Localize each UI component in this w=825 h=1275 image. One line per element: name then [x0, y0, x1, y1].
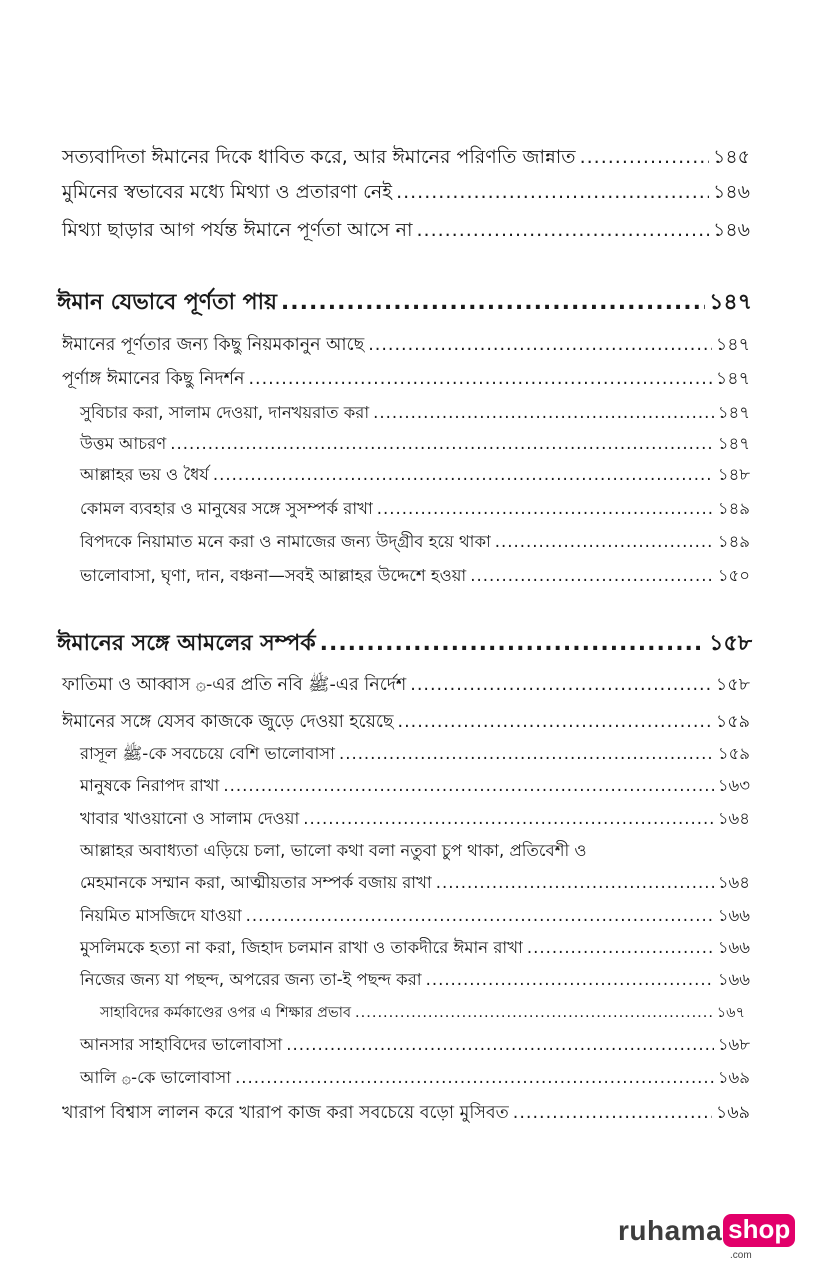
toc-dot-leader [281, 290, 705, 315]
toc-entry [100, 1002, 745, 1026]
toc-entry-title: আলি ۞-কে ভালোবাসা [80, 1068, 232, 1087]
toc-section-heading [57, 626, 752, 663]
toc-entry-page: ১৪৯ [717, 532, 750, 551]
toc-entry-title: মুমিনের স্বভাবের মধ্যে মিথ্যা ও প্রতারণা নেই [62, 181, 393, 203]
toc-entry [80, 870, 750, 897]
toc-entry-title: ঈমানের সঙ্গে আমলের সম্পর্ক [57, 631, 316, 656]
toc-section-heading [57, 285, 752, 322]
toc-entry-title: মুসলিমকে হত্যা না করা, জিহাদ চলমান রাখা ও তাকদীরে ঈমান রাখা [80, 938, 523, 957]
toc-entry [80, 1065, 750, 1092]
toc-entry-continued-line [80, 838, 750, 865]
toc-entry [80, 903, 750, 930]
toc-dot-leader [373, 403, 714, 422]
toc-entry [62, 178, 750, 210]
toc-entry [80, 563, 750, 590]
logo-text-shop: shop [723, 1214, 795, 1247]
toc-dot-leader [513, 1103, 712, 1123]
toc-entry-title: আল্লাহর অবাধ্যতা এড়িয়ে চলা, ভালো কথা বলা নতুবা চুপ থাকা, প্রতিবেশী ও [80, 841, 587, 860]
toc-entry [80, 773, 750, 800]
toc-entry-page: ১৫৯ [717, 744, 750, 763]
toc-dot-leader [286, 1035, 714, 1054]
toc-dot-leader [355, 1005, 713, 1021]
toc-entry-page: ১৫০ [717, 566, 750, 585]
toc-dot-leader [495, 532, 714, 551]
toc-entry-title: ফাতিমা ও আব্বাস ۞-এর প্রতি নবি ﷺ-এর নির্দেশ [62, 675, 407, 695]
toc-entry [80, 496, 750, 523]
toc-entry-title: সুবিচার করা, সালাম দেওয়া, দানখয়রাত করা [80, 403, 370, 422]
toc-entry-title: ঈমান যেভাবে পূর্ণতা পায় [57, 290, 277, 315]
toc-dot-leader [303, 809, 714, 828]
toc-entry-title: বিপদকে নিয়ামাত মনে করা ও নামাজের জন্য উদ্‌গ্রীব হয়ে থাকা [80, 532, 491, 551]
toc-entry [80, 935, 750, 962]
toc-entry-title: খারাপ বিশ্বাস লালন করে খারাপ কাজ করা সবচেয়ে বড়ো মুসিবত [62, 1103, 509, 1123]
toc-entry-page: ১৬৬ [717, 970, 750, 989]
toc-entry [62, 332, 750, 361]
toc-entry-page: ১৪৬ [712, 219, 750, 241]
toc-entry-title: সাহাবিদের কর্মকাণ্ডের ওপর এ শিক্ষার প্রভাব [100, 1005, 352, 1021]
toc-entry [62, 1100, 750, 1129]
toc-entry [62, 143, 750, 175]
logo-text-com: .com [730, 1250, 752, 1261]
toc-dot-leader [436, 873, 714, 892]
logo-text-ruhama: ruhama [618, 1214, 723, 1246]
toc-entry-page: ১৪৭ [717, 434, 750, 453]
toc-entry [62, 672, 750, 701]
toc-dot-leader [170, 434, 714, 453]
toc-dot-leader [223, 776, 713, 795]
toc-entry-title: খাবার খাওয়ানো ও সালাম দেওয়া [80, 809, 300, 828]
toc-dot-leader [396, 181, 709, 203]
toc-entry-page: ১৪৭ [715, 369, 750, 389]
toc-entry-page: ১৫৮ [715, 675, 750, 695]
toc-entry-page: ১৬৬ [717, 906, 750, 925]
toc-dot-leader [398, 712, 712, 732]
toc-entry-title: ভালোবাসা, ঘৃণা, দান, বঞ্চনা—সবই আল্লাহর উদ্দেশে হওয়া [80, 566, 467, 585]
toc-entry [80, 806, 750, 833]
toc-entry [62, 366, 750, 395]
toc-entry [80, 431, 750, 458]
toc-entry-page: ১৪৭ [717, 403, 750, 422]
toc-entry [80, 741, 750, 768]
toc-entry-title: ঈমানের পূর্ণতার জন্য কিছু নিয়মকানুন আছে [62, 335, 365, 355]
toc-entry [62, 216, 750, 248]
toc-entry-title: নিয়মিত মাসজিদে যাওয়া [80, 906, 242, 925]
toc-entry-page: ১৪৯ [717, 499, 750, 518]
toc-dot-leader [246, 906, 714, 925]
toc-entry-page: ১৬৪ [717, 809, 750, 828]
toc-entry-title: মেহমানকে সম্মান করা, আত্মীয়তার সম্পর্ক বজায় রাখা [80, 873, 432, 892]
toc-dot-leader [470, 566, 714, 585]
toc-entry-page: ১৪৫ [713, 146, 750, 168]
toc-entry-page: ১৬৬ [717, 938, 750, 957]
toc-entry [80, 1032, 750, 1059]
toc-dot-leader [416, 219, 709, 241]
toc-entry-page: ১৪৭ [715, 335, 750, 355]
toc-entry-page: ১৬৯ [717, 1068, 750, 1087]
toc-entry-page: ১৪৭ [709, 290, 752, 315]
toc-dot-leader [426, 970, 714, 989]
toc-entry-title: সত্যবাদিতা ঈমানের দিকে ধাবিত করে, আর ঈমানের পরিণতি জান্নাত [62, 146, 576, 168]
toc-entry [80, 400, 750, 427]
toc-entry-title: আল্লাহর ভয় ও ধৈর্য [80, 465, 209, 484]
toc-dot-leader [410, 675, 712, 695]
toc-dot-leader [339, 744, 714, 763]
toc-dot-leader [235, 1068, 714, 1087]
toc-entry [80, 462, 750, 489]
toc-entry-title: কোমল ব্যবহার ও মানুষের সঙ্গে সুসম্পর্ক রাখা [80, 499, 373, 518]
toc-entry-title: আনসার সাহাবিদের ভালোবাসা [80, 1035, 283, 1054]
toc-entry-page: ১৬৩ [717, 776, 750, 795]
toc-entry-page: ১৬৭ [716, 1005, 745, 1021]
toc-dot-leader [248, 369, 711, 389]
toc-entry-page: ১৬৮ [717, 1035, 750, 1054]
toc-entry-page: ১৬৪ [717, 873, 750, 892]
toc-entry-title: মানুষকে নিরাপদ রাখা [80, 776, 220, 795]
toc-dot-leader [213, 465, 714, 484]
toc-entry-title: উত্তম আচরণ [80, 434, 167, 453]
toc-dot-leader [368, 335, 712, 355]
toc-entry [80, 967, 750, 994]
toc-entry-page: ১৪৮ [717, 465, 750, 484]
toc-dot-leader [527, 938, 714, 957]
ruhamashop-logo [618, 1214, 795, 1261]
toc-dot-leader [580, 146, 709, 168]
toc-entry-page: ১৪৬ [712, 181, 750, 203]
toc-entry-page: ১৫৯ [715, 712, 750, 732]
toc-entry-title: ঈমানের সঙ্গে যেসব কাজকে জুড়ে দেওয়া হয়েছে [62, 712, 394, 732]
toc-entry-title: নিজের জন্য যা পছন্দ, অপরের জন্য তা-ই পছন্দ করা [80, 970, 422, 989]
toc-entry-page: ১৫৮ [709, 631, 752, 656]
toc-entry-title: রাসূল ﷺ-কে সবচেয়ে বেশি ভালোবাসা [80, 744, 335, 763]
toc-entry [80, 529, 750, 556]
toc-entry-title: পূর্ণাঙ্গ ঈমানের কিছু নিদর্শন [62, 369, 245, 389]
toc-dot-leader [377, 499, 714, 518]
toc-entry-title: মিথ্যা ছাড়ার আগ পর্যন্ত ঈমানে পূর্ণতা আসে না [62, 219, 413, 241]
toc-entry [62, 709, 750, 738]
toc-entry-page: ১৬৯ [715, 1103, 750, 1123]
toc-dot-leader [320, 631, 706, 656]
